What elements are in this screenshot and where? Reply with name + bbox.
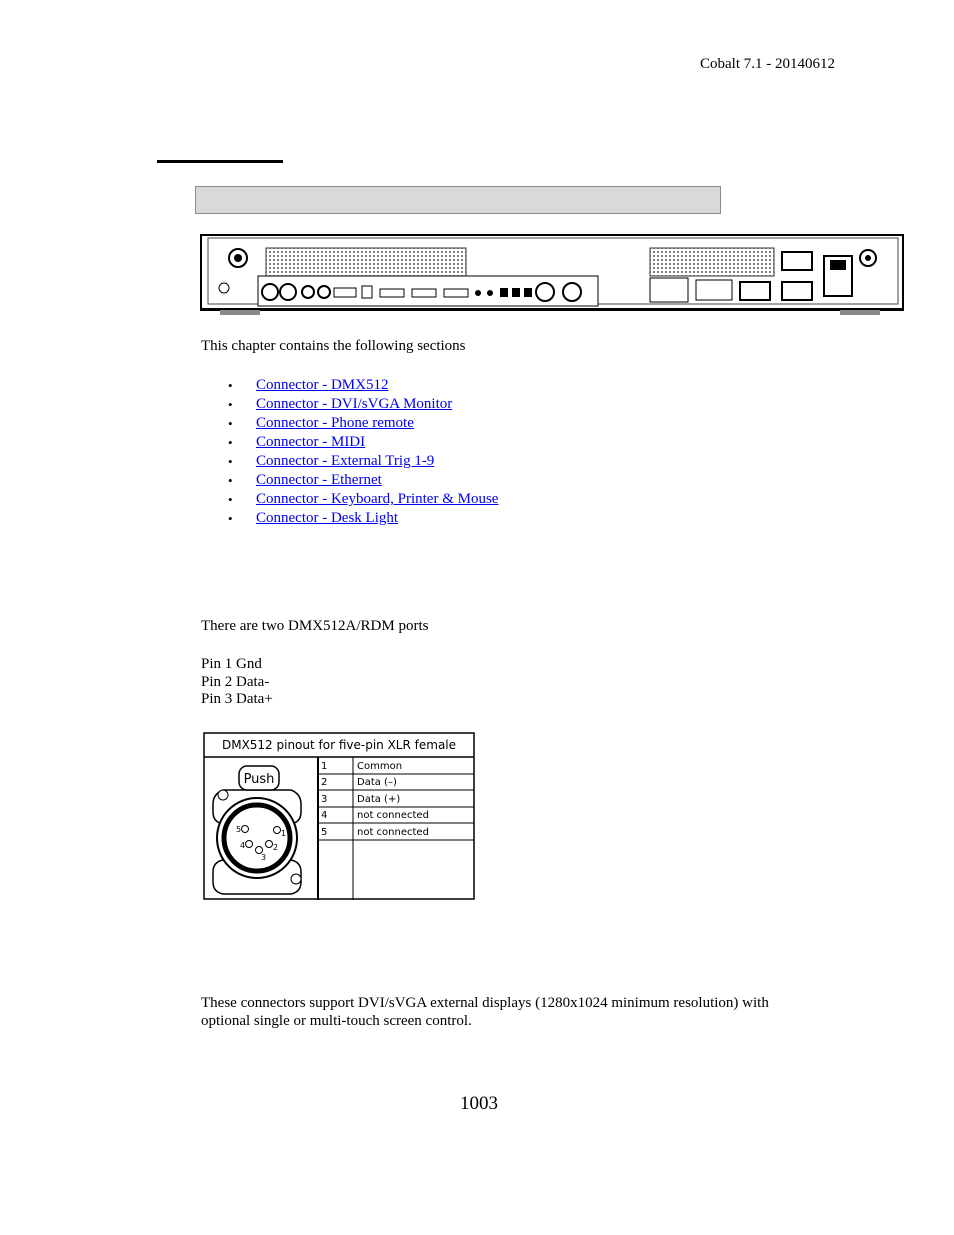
bullet-icon: • bbox=[228, 511, 233, 526]
bullet-icon: • bbox=[228, 397, 233, 412]
bullet-icon: • bbox=[228, 435, 233, 450]
dmx512-pinout-figure bbox=[203, 732, 475, 902]
bullet-icon: • bbox=[228, 378, 233, 393]
dmx-ports-text: There are two DMX512A/RDM ports bbox=[201, 618, 429, 634]
pinout-title: DMX512 pinout for five-pin XLR female bbox=[221, 738, 457, 752]
link-connector-keyboard-printer-mouse[interactable]: Connector - Keyboard, Printer & Mouse bbox=[256, 491, 499, 507]
pin-2-text: Pin 2 Data- bbox=[201, 673, 270, 690]
row-2-desc: Data (–) bbox=[357, 777, 397, 788]
row-5-num: 5 bbox=[321, 827, 328, 838]
pin-label-2: 2 bbox=[273, 843, 279, 852]
pin-label-4: 4 bbox=[240, 841, 246, 850]
list-item bbox=[200, 490, 498, 509]
intro-text: This chapter contains the following sections bbox=[201, 338, 466, 354]
section-heading-bar bbox=[195, 186, 721, 214]
row-3-desc: Data (+) bbox=[357, 794, 401, 805]
bullet-icon: • bbox=[228, 492, 233, 507]
row-5-desc: not connected bbox=[357, 827, 429, 838]
pin-label-5: 5 bbox=[236, 825, 242, 834]
link-connector-dmx512[interactable]: Connector - DMX512 bbox=[256, 377, 389, 393]
link-connector-desk-light[interactable]: Connector - Desk Light bbox=[256, 510, 399, 526]
pin-3-text: Pin 3 Data+ bbox=[201, 691, 273, 707]
bullet-icon: • bbox=[228, 473, 233, 488]
link-connector-dvi-svga-monitor[interactable]: Connector - DVI/sVGA Monitor bbox=[256, 396, 453, 412]
push-label: Push bbox=[243, 772, 275, 787]
link-connector-midi[interactable]: Connector - MIDI bbox=[256, 434, 366, 450]
bullet-icon: • bbox=[228, 454, 233, 469]
console-rear-panel-image bbox=[200, 234, 906, 318]
list-item bbox=[200, 471, 498, 490]
row-1-desc: Common bbox=[357, 761, 403, 772]
list-item bbox=[200, 452, 498, 471]
pin-label-3: 3 bbox=[261, 853, 267, 862]
list-item bbox=[200, 414, 498, 433]
list-item bbox=[200, 433, 498, 452]
pin-1-text: Pin 1 Gnd bbox=[201, 656, 262, 672]
link-connector-ethernet[interactable]: Connector - Ethernet bbox=[256, 472, 382, 488]
list-item bbox=[200, 395, 498, 414]
dvi-support-text: These connectors support DVI/sVGA external displays (1280x1024 minimum resolution) with optional single or multi-touch screen control. bbox=[201, 995, 769, 1029]
pin-list bbox=[201, 656, 273, 709]
list-item bbox=[200, 509, 498, 528]
list-item bbox=[200, 376, 498, 395]
link-connector-phone-remote[interactable]: Connector - Phone remote bbox=[256, 415, 414, 431]
link-connector-external-trig[interactable]: Connector - External Trig 1-9 bbox=[256, 453, 435, 469]
section-title-rule bbox=[157, 160, 283, 163]
page-number: 1003 bbox=[460, 1093, 498, 1114]
row-4-desc: not connected bbox=[357, 810, 429, 821]
section-list bbox=[200, 376, 498, 528]
row-1-num: 1 bbox=[321, 761, 328, 772]
document-version: Cobalt 7.1 - 20140612 bbox=[700, 56, 835, 72]
row-2-num: 2 bbox=[321, 777, 328, 788]
bullet-icon: • bbox=[228, 416, 233, 431]
row-4-num: 4 bbox=[321, 810, 328, 821]
row-3-num: 3 bbox=[321, 794, 328, 805]
pin-label-1: 1 bbox=[281, 829, 287, 838]
